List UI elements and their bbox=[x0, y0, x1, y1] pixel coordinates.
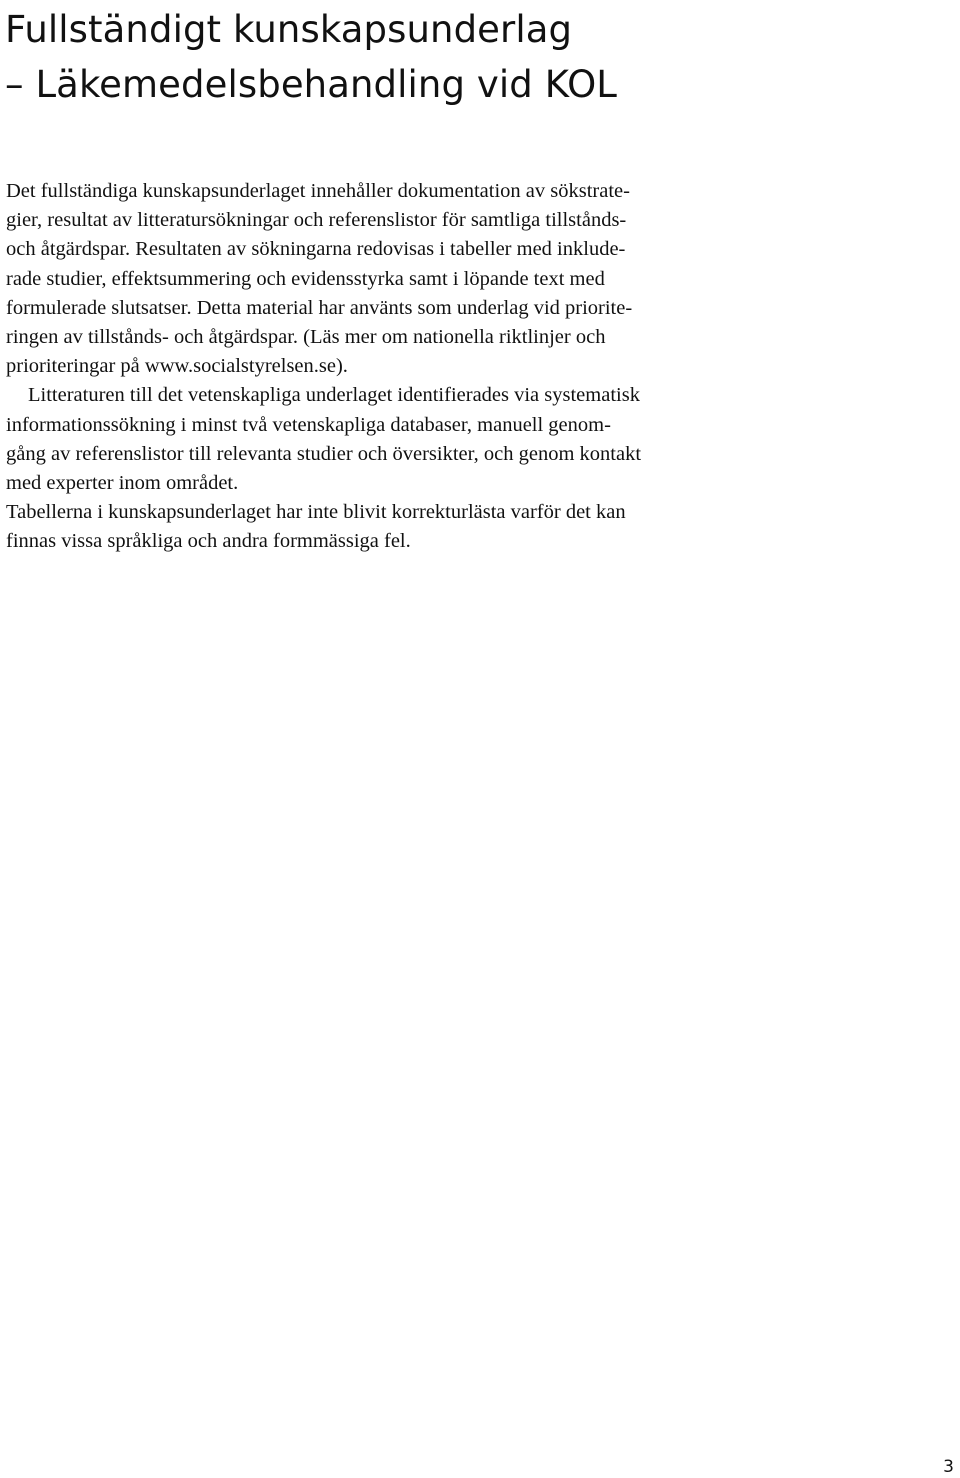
document-title bbox=[5, 2, 945, 112]
body-line: ringen av tillstånds- och åtgärdspar. (Läs mer om nationella riktlinjer och bbox=[6, 326, 606, 349]
body-line: Tabellerna i kunskapsunderlaget har inte blivit korrekturlästa varför det kan bbox=[6, 501, 626, 524]
body-line: prioriteringar på www.socialstyrelsen.se). bbox=[6, 355, 348, 378]
body-line: informationssökning i minst två vetenskapliga databaser, manuell genom- bbox=[6, 413, 611, 436]
body-line: finnas vissa språkliga och andra formmässiga fel. bbox=[6, 530, 411, 553]
body-line: gier, resultat av litteratursökningar och referenslistor för samtliga tillstånds- bbox=[6, 209, 627, 232]
body-line: rade studier, effektsummering och evidensstyrka samt i löpande text med bbox=[6, 267, 605, 290]
body-line: Det fullständiga kunskapsunderlaget innehåller dokumentation av sökstrate- bbox=[6, 180, 630, 202]
body-line: Litteraturen till det vetenskapliga underlaget identifierades via systematisk bbox=[28, 384, 640, 407]
body-line: med experter inom området. bbox=[6, 472, 239, 495]
title-line: – Läkemedelsbehandling vid KOL bbox=[5, 63, 618, 106]
body-line: gång av referenslistor till relevanta studier och översikter, och genom kontakt bbox=[6, 442, 642, 465]
page-number: 3 bbox=[943, 1457, 954, 1477]
document-body bbox=[6, 177, 956, 557]
body-line: formulerade slutsatser. Detta material har använts som underlag vid priorite- bbox=[6, 296, 633, 319]
title-line: Fullständigt kunskapsunderlag bbox=[5, 8, 573, 51]
body-line: och åtgärdspar. Resultaten av sökningarna redovisas i tabeller med inklude- bbox=[6, 238, 626, 261]
